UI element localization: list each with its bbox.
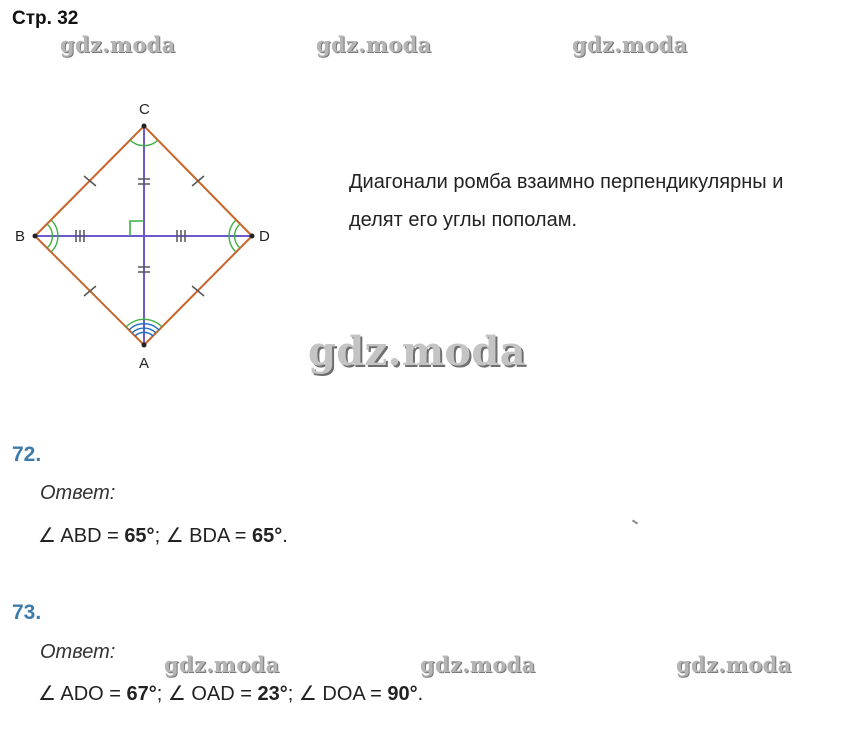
answer-label: Ответ: xyxy=(40,641,116,663)
vertex-label-d: D xyxy=(259,228,270,245)
answer-label: Ответ: xyxy=(40,482,116,504)
watermark: gdz.moda xyxy=(420,652,536,677)
stray-mark xyxy=(632,519,638,524)
right-angle-mark xyxy=(130,221,144,236)
vertex-label-b: B xyxy=(15,228,26,245)
fact-line-1: Диагонали ромба взаимно перпендикулярны и xyxy=(349,171,784,193)
rhombus-diagonals xyxy=(35,126,252,345)
watermark: gdz.moda xyxy=(164,652,280,677)
answer-line: ∠ ABD = 65°; ∠ BDA = 65°. xyxy=(38,525,288,547)
answer-line: ∠ ADO = 67°; ∠ OAD = 23°; ∠ DOA = 90°. xyxy=(38,683,424,705)
rhombus-property-text xyxy=(349,163,854,239)
watermark: gdz.moda xyxy=(676,652,792,677)
watermark: gdz.moda xyxy=(572,32,688,57)
fact-line-2: делят его углы пополам. xyxy=(349,209,578,231)
watermark: gdz.moda xyxy=(60,32,176,57)
problem-number: 73. xyxy=(12,601,42,624)
rhombus-figure xyxy=(0,90,300,380)
page-label: Стр. 32 xyxy=(12,8,79,29)
watermark: gdz.moda xyxy=(316,32,432,57)
problem-number: 72. xyxy=(12,443,42,466)
watermark-large: gdz.moda xyxy=(308,328,526,375)
vertex-label-c: C xyxy=(139,101,150,118)
vertex-label-a: A xyxy=(139,355,150,372)
